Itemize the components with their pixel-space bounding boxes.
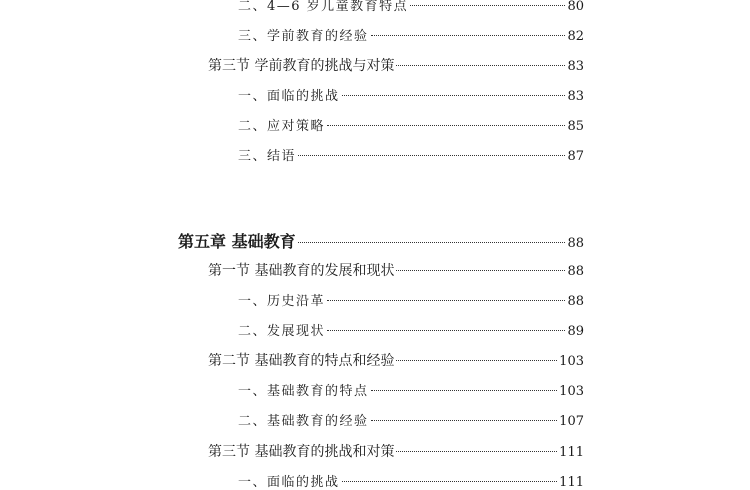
toc-entry-label: 二、应对策略 (238, 119, 326, 134)
toc-entry-label: 第一节 基础教育的发展和现状 (208, 263, 395, 279)
dot-leader (342, 95, 566, 96)
toc-page-number: 85 (567, 119, 584, 134)
toc-page-number: 87 (567, 149, 584, 164)
toc-section-preschool-challenges[interactable] (208, 55, 584, 75)
toc-entry-label: 第三节 基础教育的挑战和对策 (208, 444, 395, 460)
toc-section-features-experience[interactable] (208, 350, 584, 370)
toc-entry-label: 二、4—6 岁儿童教育特点 (238, 0, 409, 14)
toc-entry-label: 一、面临的挑战 (238, 89, 340, 104)
dot-leader (410, 5, 565, 6)
toc-section-challenges-countermeasures[interactable] (208, 441, 584, 461)
dot-leader (327, 125, 565, 126)
dot-leader (396, 451, 557, 452)
toc-entry-label: 一、面临的挑战 (238, 475, 340, 490)
toc-entry-label: 二、发展现状 (238, 324, 326, 339)
toc-entry-label: 第三节 学前教育的挑战与对策 (208, 58, 395, 74)
dot-leader (327, 300, 565, 301)
dot-leader (396, 270, 565, 271)
dot-leader (371, 390, 558, 391)
dot-leader (298, 242, 566, 243)
toc-entry-label: 一、基础教育的特点 (238, 384, 369, 399)
toc-page-number: 103 (559, 384, 584, 399)
toc-page-number: 83 (567, 59, 584, 74)
toc-entry-label: 一、历史沿革 (238, 294, 326, 309)
toc-page-number: 103 (559, 354, 584, 369)
toc-chapter-label: 第五章 基础教育 (178, 232, 296, 251)
toc-page-number: 88 (567, 236, 584, 251)
toc-entry-experience[interactable] (238, 410, 584, 429)
toc-page-number: 88 (567, 264, 584, 279)
toc-entry-features[interactable] (238, 380, 584, 399)
dot-leader (327, 330, 565, 331)
toc-entry-preschool-experience[interactable] (238, 25, 584, 44)
toc-entry-strategies[interactable] (238, 115, 584, 134)
toc-page-number: 89 (567, 324, 584, 339)
dot-leader (298, 155, 565, 156)
toc-entry-label: 第二节 基础教育的特点和经验 (208, 353, 395, 369)
toc-page-number: 111 (559, 445, 584, 460)
toc-page-number: 83 (567, 89, 584, 104)
toc-entry-conclusion[interactable] (238, 145, 584, 164)
toc-section-development-status[interactable] (208, 260, 584, 280)
toc-entry-current-status[interactable] (238, 320, 584, 339)
dot-leader (371, 420, 558, 421)
toc-entry-label: 三、学前教育的经验 (238, 29, 369, 44)
toc-page-number: 88 (567, 294, 584, 309)
toc-page-number: 111 (559, 475, 584, 490)
toc-page-number: 80 (567, 0, 584, 14)
toc-page-number: 107 (559, 414, 584, 429)
toc-chapter-basic-education[interactable] (178, 229, 584, 252)
dot-leader (342, 481, 558, 482)
toc-entry-label: 三、结语 (238, 149, 297, 164)
toc-page-number: 82 (567, 29, 584, 44)
toc-entry-challenges-2[interactable] (238, 471, 584, 490)
dot-leader (396, 360, 557, 361)
dot-leader (396, 65, 565, 66)
toc-entry-history[interactable] (238, 290, 584, 309)
toc-entry-label: 二、基础教育的经验 (238, 414, 369, 429)
toc-entry-child-education-4-6[interactable] (238, 0, 584, 14)
dot-leader (371, 35, 566, 36)
toc-entry-challenges[interactable] (238, 85, 584, 104)
